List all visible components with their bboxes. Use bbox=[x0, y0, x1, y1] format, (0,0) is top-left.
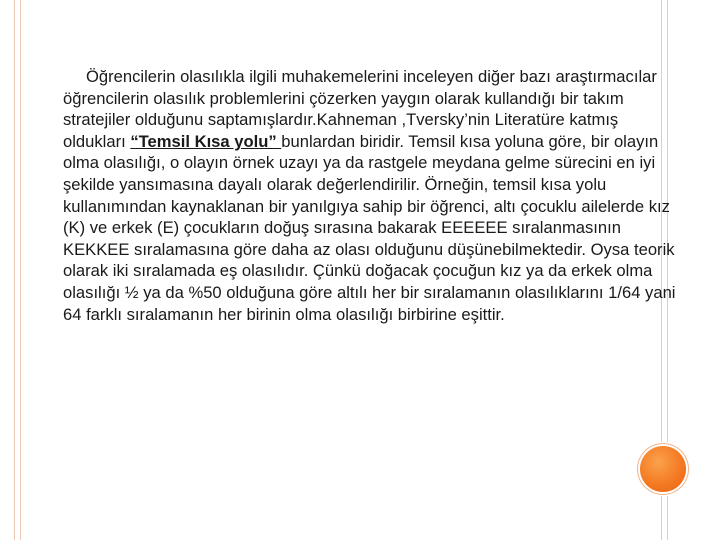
paragraph bbox=[63, 66, 681, 325]
text-before-term: Öğrencilerin olasılıkla ilgili muhakemelerini inceleyen diğer bazı araştırmacılar öğrencilerin olasılık problemlerini çözerken yaygın olarak kullandığı bir takım stratejiler olduğunu saptamışlardır.Kahneman ,Tversky’nin Literatüre katmış oldukları bbox=[63, 67, 657, 151]
decorative-circle-icon bbox=[640, 446, 686, 492]
frame-line-right-lower bbox=[661, 496, 662, 540]
frame-line-left bbox=[14, 0, 15, 540]
slide-body bbox=[63, 66, 681, 325]
text-after-term: bunlardan biridir. Temsil kısa yoluna göre, bir olayın olma olasılığı, o olayın örnek uzayı ya da rastgele meydana gelme sürecini en iyi şekilde yansımasına dayalı olarak değerlendirilir. Örneğin, temsil kısa yolu kullanımından kaynaklanan bir yanılgıya sahip bir öğrenci, altı çocuklu ailelerde kız (K) ve erkek (E) çocukların doğuş sırasına bakarak EEEEEE sıralanmasının KEKKEE sıralamasına göre daha az olası olduğunu düşünebilmektedir. Oysa teorik olarak iki sıralamada eş olasılıdır. Çünkü doğacak çocuğun kız ya da erkek olma olasılığı ½ ya da %50 olduğuna göre altılı her bir sıralamanın olasılıklarını 1/64 yani 64 farklı sıralamanın her birinin olma olasılığı birbirine eşittir. bbox=[63, 131, 676, 324]
frame-line-right-lower-inner bbox=[667, 496, 668, 540]
term-highlight: “Temsil Kısa yolu” bbox=[130, 131, 282, 151]
frame-line-left-inner bbox=[20, 0, 21, 540]
